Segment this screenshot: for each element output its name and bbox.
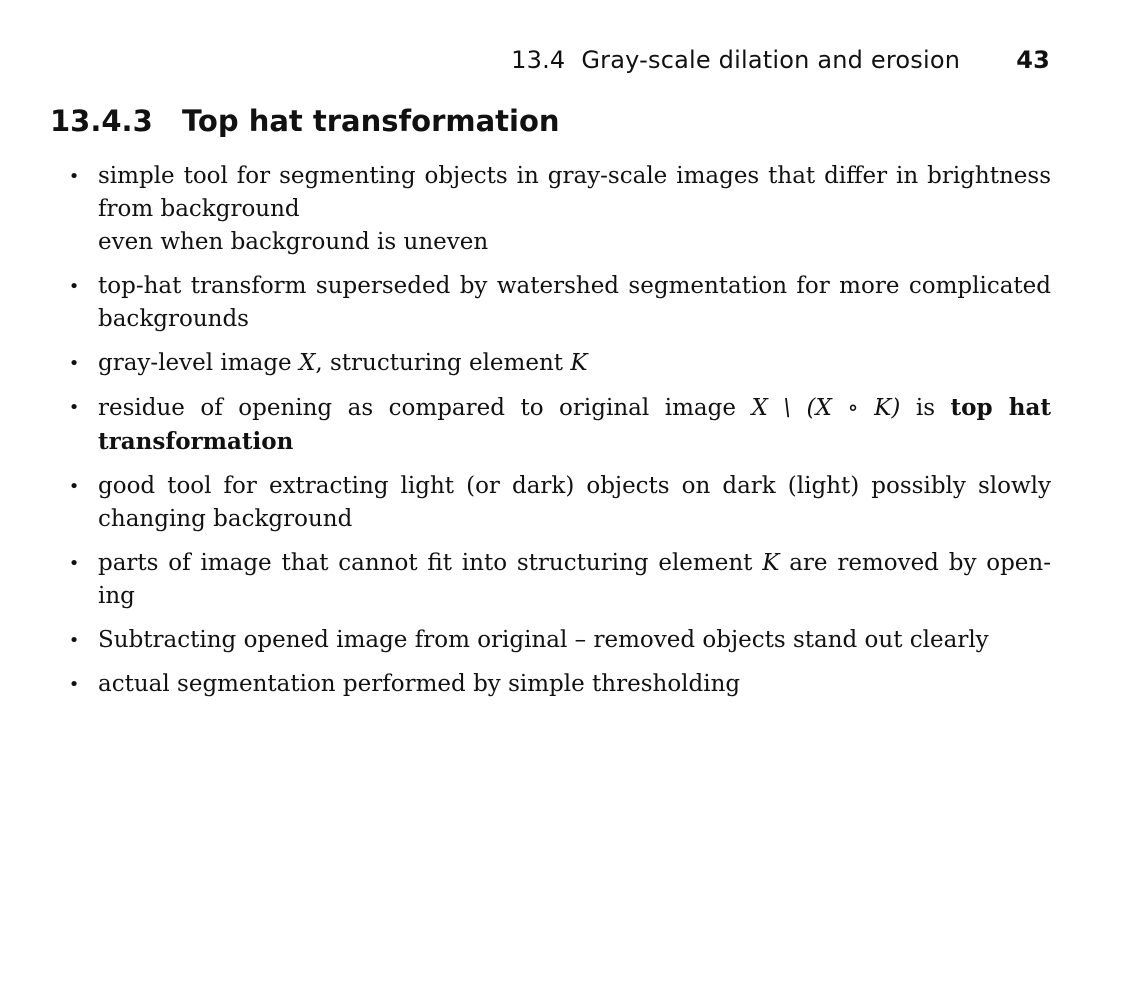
math-formula: X \ (X ∘ K) [751,395,901,421]
bullet-item [65,391,1051,459]
bullet-text: good tool for extracting light (or dark) objects on dark (light) possibly slowly changing background [98,473,1051,532]
bullet-icon: • [68,397,80,418]
bullet-item [65,347,1051,380]
bullet-text: Subtracting opened image from original – removed objects stand out clearly [98,627,989,653]
bullet-item [65,624,1051,657]
bullet-text: residue of opening as compared to original image [98,395,752,421]
bullet-item [65,270,1051,336]
header-section-title: Gray-scale dilation and erosion [581,46,961,74]
bullet-text: parts of image that cannot fit into structuring element [98,550,763,576]
header-section-number: 13.4 [511,46,566,74]
bullet-text: are removed by open-ing [98,550,1052,609]
bold-term: top hat transformation [98,394,1051,455]
bullet-text: top-hat transform superseded by watershed segmentation for more complicated backgrounds [98,273,1051,332]
bullet-item [65,547,1051,613]
section-heading-number: 13.4.3 [50,104,153,138]
bullet-item [65,160,1051,259]
math-variable-x: X [298,350,316,376]
bullet-text: gray-level image [98,350,299,376]
bullet-icon: • [68,476,80,497]
bullet-list [65,160,1051,712]
bullet-icon: • [68,674,80,695]
math-variable-k: K [762,550,780,576]
bullet-icon: • [68,553,80,574]
math-variable-k: K [570,350,588,376]
bullet-text: is [900,395,951,421]
bullet-item [65,470,1051,536]
bullet-icon: • [68,353,80,374]
section-heading [50,104,560,138]
page-number: 43 [1016,46,1050,74]
bullet-text: simple tool for segmenting objects in gray-scale images that differ in brightness from background [98,163,1051,222]
bullet-text: , structuring element [315,350,571,376]
bullet-text: actual segmentation performed by simple thresholding [98,671,741,697]
bullet-text-continued: even when background is uneven [98,229,489,255]
section-heading-title: Top hat transformation [182,104,560,138]
bullet-icon: • [68,630,80,651]
bullet-icon: • [68,166,80,187]
bullet-item [65,668,1051,701]
bullet-icon: • [68,276,80,297]
running-header [511,46,1050,74]
